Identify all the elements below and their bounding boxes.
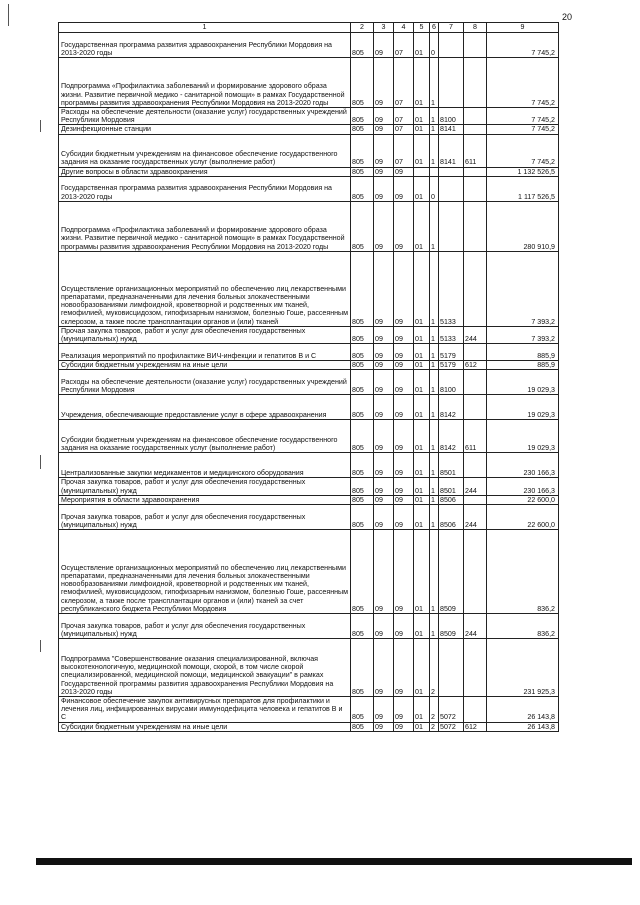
section-code-cell: 09 — [374, 134, 394, 167]
target-code-cell — [439, 58, 464, 108]
subsection-code-cell: 09 — [394, 495, 414, 504]
section-code-cell: 09 — [374, 420, 394, 453]
subprogram-code-cell: 0 — [430, 176, 439, 201]
admin-code-cell: 805 — [351, 530, 374, 614]
admin-code-cell: 805 — [351, 478, 374, 495]
section-code-cell: 09 — [374, 58, 394, 108]
admin-code-cell: 805 — [351, 108, 374, 125]
expense-type-cell: 244 — [464, 478, 487, 495]
expense-type-cell: 611 — [464, 134, 487, 167]
subsection-code-cell: 09 — [394, 697, 414, 723]
row-name-cell: Подпрограмма "Совершенствование оказания специализированной, включая высокотехнологичную, медицинской помощи, скорой, в том числе скорой специализированной, медицинской помощи, медицинской эвакуации" в рамках Государственной программы развития здравоохранения Республики Мордовия на 2013-2020 годы — [59, 639, 351, 697]
column-header: 3 — [374, 23, 394, 33]
table-row — [59, 344, 559, 361]
admin-code-cell: 805 — [351, 420, 374, 453]
admin-code-cell: 805 — [351, 326, 374, 343]
scan-edge-mark — [8, 4, 9, 26]
row-name-cell: Осуществление организационных мероприятий по обеспечению лиц лекарственными препаратами, предназначенными для лечения больных злокачественными новообразованиями лимфоидной, кроветворной и родственных им тканей, гемофилией, муковисцидозом, гипофизарным нанизмом, болезнью Гоше, рассеянным склерозом, а также после трансплантации органов и (или) тканей — [59, 251, 351, 326]
amount-cell: 7 745,2 — [487, 134, 559, 167]
subsection-code-cell: 09 — [394, 722, 414, 731]
table-row — [59, 167, 559, 176]
section-code-cell: 09 — [374, 125, 394, 134]
section-code-cell: 09 — [374, 495, 394, 504]
target-code-cell: 8509 — [439, 614, 464, 639]
row-name-cell: Осуществление организационных мероприятий по обеспечению лиц лекарственными препаратами, предназначенными для лечения больных злокачественными новообразованиями лимфоидной, кроветворной и родственных им тканей, гемофилией, муковисцидозом, гипофизарным нанизмом, болезнью Гоше, рассеянным склерозом, а также после трансплантации органов и (или) тканей за счет республиканского бюджета Республики Мордовия — [59, 530, 351, 614]
row-name-cell: Мероприятия в области здравоохранения — [59, 495, 351, 504]
section-code-cell: 09 — [374, 697, 394, 723]
scan-bottom-bar — [36, 858, 632, 865]
admin-code-cell: 805 — [351, 201, 374, 251]
subprogram-code-cell: 1 — [430, 530, 439, 614]
program-code-cell — [414, 167, 430, 176]
subsection-code-cell: 09 — [394, 167, 414, 176]
budget-table — [58, 22, 559, 732]
subprogram-code-cell: 2 — [430, 639, 439, 697]
subsection-code-cell: 09 — [394, 639, 414, 697]
subprogram-code-cell: 1 — [430, 344, 439, 361]
admin-code-cell: 805 — [351, 361, 374, 370]
subsection-code-cell: 09 — [394, 420, 414, 453]
subprogram-code-cell: 1 — [430, 125, 439, 134]
expense-type-cell: 612 — [464, 722, 487, 731]
column-header: 6 — [430, 23, 439, 33]
program-code-cell: 01 — [414, 697, 430, 723]
row-name-cell: Субсидии бюджетным учреждениям на финансовое обеспечение государственного задания на оказание государственных услуг (выполнение работ) — [59, 420, 351, 453]
target-code-cell: 8506 — [439, 495, 464, 504]
subsection-code-cell: 09 — [394, 201, 414, 251]
table-row — [59, 201, 559, 251]
column-header: 8 — [464, 23, 487, 33]
target-code-cell: 8501 — [439, 453, 464, 478]
target-code-cell: 8501 — [439, 478, 464, 495]
table-row — [59, 453, 559, 478]
admin-code-cell: 805 — [351, 453, 374, 478]
table-row — [59, 33, 559, 58]
target-code-cell: 5072 — [439, 697, 464, 723]
row-name-cell: Финансовое обеспечение закупок антивирусных препаратов для профилактики и лечения лиц, инфицированных вирусами иммунодефицита человека и гепатитов В и С — [59, 697, 351, 723]
expense-type-cell: 244 — [464, 614, 487, 639]
expense-type-cell — [464, 697, 487, 723]
program-code-cell: 01 — [414, 134, 430, 167]
expense-type-cell — [464, 344, 487, 361]
amount-cell: 7 745,2 — [487, 125, 559, 134]
section-code-cell: 09 — [374, 722, 394, 731]
expense-type-cell — [464, 125, 487, 134]
table-row — [59, 722, 559, 731]
amount-cell: 26 143,8 — [487, 722, 559, 731]
column-header: 2 — [351, 23, 374, 33]
row-name-cell: Субсидии бюджетным учреждениям на иные цели — [59, 722, 351, 731]
amount-cell: 7 393,2 — [487, 251, 559, 326]
table-row — [59, 614, 559, 639]
section-code-cell: 09 — [374, 201, 394, 251]
section-code-cell: 09 — [374, 505, 394, 530]
expense-type-cell — [464, 370, 487, 395]
subsection-code-cell: 09 — [394, 395, 414, 420]
subprogram-code-cell: 1 — [430, 614, 439, 639]
table-row — [59, 505, 559, 530]
table-row — [59, 370, 559, 395]
admin-code-cell: 805 — [351, 697, 374, 723]
row-name-cell: Государственная программа развития здравоохранения Республики Мордовия на 2013-2020 годы — [59, 33, 351, 58]
row-name-cell: Расходы на обеспечение деятельности (оказание услуг) государственных учреждений Республики Мордовия — [59, 370, 351, 395]
column-header: 1 — [59, 23, 351, 33]
row-name-cell: Подпрограмма «Профилактика заболеваний и формирование здорового образа жизни. Развитие первичной медико - санитарной помощи» в рамках Государственной программы развития здравоохранения Республики Мордовия на 2013-2020 годы — [59, 58, 351, 108]
amount-cell: 19 029,3 — [487, 370, 559, 395]
amount-cell: 7 745,2 — [487, 58, 559, 108]
expense-type-cell — [464, 33, 487, 58]
admin-code-cell: 805 — [351, 614, 374, 639]
admin-code-cell: 805 — [351, 251, 374, 326]
program-code-cell: 01 — [414, 420, 430, 453]
scan-edge-mark — [40, 640, 41, 652]
amount-cell: 7 745,2 — [487, 33, 559, 58]
column-header: 9 — [487, 23, 559, 33]
program-code-cell: 01 — [414, 370, 430, 395]
table-row — [59, 530, 559, 614]
row-name-cell: Прочая закупка товаров, работ и услуг для обеспечения государственных (муниципальных) нужд — [59, 478, 351, 495]
amount-cell: 230 166,3 — [487, 478, 559, 495]
subprogram-code-cell: 1 — [430, 326, 439, 343]
target-code-cell — [439, 639, 464, 697]
section-code-cell: 09 — [374, 167, 394, 176]
table-row — [59, 176, 559, 201]
subprogram-code-cell: 1 — [430, 251, 439, 326]
target-code-cell: 8100 — [439, 108, 464, 125]
expense-type-cell: 612 — [464, 361, 487, 370]
amount-cell: 280 910,9 — [487, 201, 559, 251]
row-name-cell: Подпрограмма «Профилактика заболеваний и формирование здорового образа жизни. Развитие первичной медико - санитарной помощи» в рамках Государственной программы развития здравоохранения Республики Мордовия на 2013-2020 годы — [59, 201, 351, 251]
section-code-cell: 09 — [374, 453, 394, 478]
admin-code-cell: 805 — [351, 58, 374, 108]
admin-code-cell: 805 — [351, 125, 374, 134]
expense-type-cell: 611 — [464, 420, 487, 453]
expense-type-cell — [464, 108, 487, 125]
expense-type-cell — [464, 201, 487, 251]
target-code-cell: 5179 — [439, 361, 464, 370]
section-code-cell: 09 — [374, 639, 394, 697]
admin-code-cell: 805 — [351, 395, 374, 420]
subprogram-code-cell: 1 — [430, 58, 439, 108]
admin-code-cell: 805 — [351, 134, 374, 167]
section-code-cell: 09 — [374, 530, 394, 614]
subsection-code-cell: 09 — [394, 614, 414, 639]
target-code-cell: 8506 — [439, 505, 464, 530]
expense-type-cell — [464, 530, 487, 614]
table-row — [59, 495, 559, 504]
section-code-cell: 09 — [374, 478, 394, 495]
scan-edge-mark — [40, 120, 41, 132]
admin-code-cell: 805 — [351, 167, 374, 176]
row-name-cell: Расходы на обеспечение деятельности (оказание услуг) государственных учреждений Республики Мордовия — [59, 108, 351, 125]
expense-type-cell — [464, 167, 487, 176]
program-code-cell: 01 — [414, 395, 430, 420]
subsection-code-cell: 09 — [394, 530, 414, 614]
table-row — [59, 420, 559, 453]
target-code-cell: 8142 — [439, 420, 464, 453]
subsection-code-cell: 07 — [394, 125, 414, 134]
subprogram-code-cell: 2 — [430, 722, 439, 731]
subsection-code-cell: 09 — [394, 453, 414, 478]
column-header: 7 — [439, 23, 464, 33]
amount-cell: 230 166,3 — [487, 453, 559, 478]
section-code-cell: 09 — [374, 344, 394, 361]
row-name-cell: Централизованные закупки медикаментов и медицинского оборудования — [59, 453, 351, 478]
row-name-cell: Прочая закупка товаров, работ и услуг для обеспечения государственных (муниципальных) нужд — [59, 505, 351, 530]
subsection-code-cell: 09 — [394, 361, 414, 370]
expense-type-cell — [464, 176, 487, 201]
column-header: 4 — [394, 23, 414, 33]
subprogram-code-cell: 1 — [430, 495, 439, 504]
section-code-cell: 09 — [374, 395, 394, 420]
amount-cell: 885,9 — [487, 344, 559, 361]
target-code-cell: 8509 — [439, 530, 464, 614]
section-code-cell: 09 — [374, 251, 394, 326]
program-code-cell: 01 — [414, 251, 430, 326]
admin-code-cell: 805 — [351, 495, 374, 504]
program-code-cell: 01 — [414, 58, 430, 108]
subprogram-code-cell — [430, 167, 439, 176]
program-code-cell: 01 — [414, 453, 430, 478]
expense-type-cell — [464, 395, 487, 420]
amount-cell: 1 132 526,5 — [487, 167, 559, 176]
amount-cell: 1 117 526,5 — [487, 176, 559, 201]
amount-cell: 22 600,0 — [487, 495, 559, 504]
admin-code-cell: 805 — [351, 722, 374, 731]
amount-cell: 26 143,8 — [487, 697, 559, 723]
table-header-row — [59, 23, 559, 33]
table-row — [59, 58, 559, 108]
subsection-code-cell: 07 — [394, 58, 414, 108]
amount-cell: 885,9 — [487, 361, 559, 370]
section-code-cell: 09 — [374, 33, 394, 58]
table-row — [59, 639, 559, 697]
amount-cell: 19 029,3 — [487, 420, 559, 453]
page-number: 20 — [562, 12, 573, 22]
subprogram-code-cell: 1 — [430, 134, 439, 167]
program-code-cell: 01 — [414, 125, 430, 134]
row-name-cell: Прочая закупка товаров, работ и услуг для обеспечения государственных (муниципальных) нужд — [59, 326, 351, 343]
subsection-code-cell: 07 — [394, 33, 414, 58]
subprogram-code-cell: 1 — [430, 420, 439, 453]
target-code-cell — [439, 167, 464, 176]
table-row — [59, 108, 559, 125]
row-name-cell: Реализация мероприятий по профилактике ВИЧ-инфекции и гепатитов В и С — [59, 344, 351, 361]
subsection-code-cell: 09 — [394, 251, 414, 326]
program-code-cell: 01 — [414, 326, 430, 343]
column-header: 5 — [414, 23, 430, 33]
subprogram-code-cell: 0 — [430, 33, 439, 58]
table-row — [59, 134, 559, 167]
subsection-code-cell: 09 — [394, 176, 414, 201]
section-code-cell: 09 — [374, 108, 394, 125]
admin-code-cell: 805 — [351, 344, 374, 361]
target-code-cell: 5179 — [439, 344, 464, 361]
amount-cell: 7 393,2 — [487, 326, 559, 343]
target-code-cell: 8100 — [439, 370, 464, 395]
row-name-cell: Дезинфекционные станции — [59, 125, 351, 134]
expense-type-cell — [464, 453, 487, 478]
subsection-code-cell: 09 — [394, 344, 414, 361]
subprogram-code-cell: 1 — [430, 201, 439, 251]
amount-cell: 19 029,3 — [487, 395, 559, 420]
program-code-cell: 01 — [414, 344, 430, 361]
expense-type-cell: 244 — [464, 326, 487, 343]
target-code-cell — [439, 201, 464, 251]
amount-cell: 22 600,0 — [487, 505, 559, 530]
program-code-cell: 01 — [414, 176, 430, 201]
row-name-cell: Субсидии бюджетным учреждениям на финансовое обеспечение государственного задания на оказание государственных услуг (выполнение работ) — [59, 134, 351, 167]
program-code-cell: 01 — [414, 201, 430, 251]
subsection-code-cell: 07 — [394, 134, 414, 167]
program-code-cell: 01 — [414, 614, 430, 639]
target-code-cell: 8142 — [439, 395, 464, 420]
subsection-code-cell: 09 — [394, 326, 414, 343]
target-code-cell — [439, 176, 464, 201]
table-row — [59, 326, 559, 343]
program-code-cell: 01 — [414, 33, 430, 58]
target-code-cell: 5133 — [439, 251, 464, 326]
expense-type-cell — [464, 639, 487, 697]
section-code-cell: 09 — [374, 370, 394, 395]
subsection-code-cell: 09 — [394, 370, 414, 395]
subsection-code-cell: 07 — [394, 108, 414, 125]
scan-edge-mark — [40, 455, 41, 469]
subsection-code-cell: 09 — [394, 478, 414, 495]
amount-cell: 7 745,2 — [487, 108, 559, 125]
amount-cell: 836,2 — [487, 614, 559, 639]
subprogram-code-cell: 2 — [430, 697, 439, 723]
section-code-cell: 09 — [374, 176, 394, 201]
admin-code-cell: 805 — [351, 176, 374, 201]
row-name-cell: Прочая закупка товаров, работ и услуг для обеспечения государственных (муниципальных) нужд — [59, 614, 351, 639]
table-row — [59, 361, 559, 370]
program-code-cell: 01 — [414, 722, 430, 731]
admin-code-cell: 805 — [351, 505, 374, 530]
row-name-cell: Субсидии бюджетным учреждениям на иные цели — [59, 361, 351, 370]
table-row — [59, 125, 559, 134]
expense-type-cell — [464, 58, 487, 108]
target-code-cell: 8141 — [439, 125, 464, 134]
target-code-cell — [439, 33, 464, 58]
row-name-cell: Другие вопросы в области здравоохранения — [59, 167, 351, 176]
program-code-cell: 01 — [414, 361, 430, 370]
table-row — [59, 478, 559, 495]
program-code-cell: 01 — [414, 639, 430, 697]
admin-code-cell: 805 — [351, 370, 374, 395]
table-row — [59, 697, 559, 723]
table-row — [59, 395, 559, 420]
subsection-code-cell: 09 — [394, 505, 414, 530]
program-code-cell: 01 — [414, 478, 430, 495]
target-code-cell: 5072 — [439, 722, 464, 731]
program-code-cell: 01 — [414, 495, 430, 504]
section-code-cell: 09 — [374, 614, 394, 639]
amount-cell: 231 925,3 — [487, 639, 559, 697]
expense-type-cell — [464, 251, 487, 326]
expense-type-cell: 244 — [464, 505, 487, 530]
section-code-cell: 09 — [374, 326, 394, 343]
subprogram-code-cell: 1 — [430, 108, 439, 125]
admin-code-cell: 805 — [351, 33, 374, 58]
table-row — [59, 251, 559, 326]
program-code-cell: 01 — [414, 505, 430, 530]
admin-code-cell: 805 — [351, 639, 374, 697]
program-code-cell: 01 — [414, 530, 430, 614]
section-code-cell: 09 — [374, 361, 394, 370]
subprogram-code-cell: 1 — [430, 505, 439, 530]
expense-type-cell — [464, 495, 487, 504]
subprogram-code-cell: 1 — [430, 395, 439, 420]
subprogram-code-cell: 1 — [430, 453, 439, 478]
target-code-cell: 8141 — [439, 134, 464, 167]
target-code-cell: 5133 — [439, 326, 464, 343]
subprogram-code-cell: 1 — [430, 370, 439, 395]
amount-cell: 836,2 — [487, 530, 559, 614]
row-name-cell: Государственная программа развития здравоохранения Республики Мордовия на 2013-2020 годы — [59, 176, 351, 201]
subprogram-code-cell: 1 — [430, 478, 439, 495]
row-name-cell: Учреждения, обеспечивающие предоставление услуг в сфере здравоохранения — [59, 395, 351, 420]
subprogram-code-cell: 1 — [430, 361, 439, 370]
program-code-cell: 01 — [414, 108, 430, 125]
